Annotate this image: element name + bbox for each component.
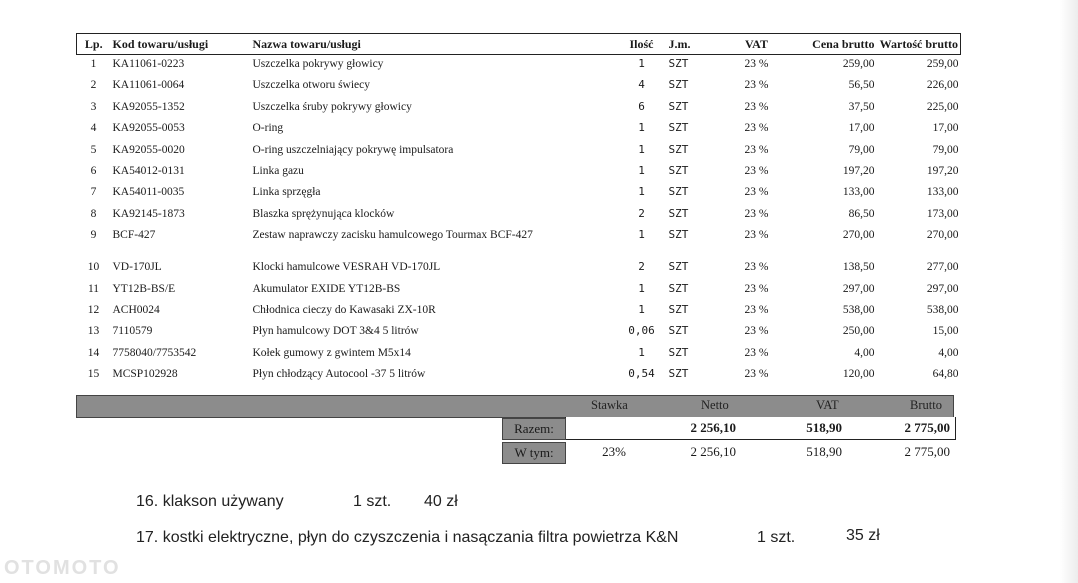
row-lp: 1	[90, 58, 97, 70]
row-vat: 23 %	[744, 164, 769, 177]
row-lp: 7	[90, 186, 97, 199]
table-row	[77, 205, 961, 226]
row-value: 15,00	[932, 325, 959, 338]
row-price: 17,00	[848, 122, 875, 135]
row-name: Uszczelka śruby pokrywy głowicy	[252, 100, 412, 113]
row-lp: 6	[90, 164, 97, 177]
note-item-16: 16. klakson używany	[136, 493, 284, 510]
row-lp: 2	[90, 79, 97, 92]
row-lp: 9	[90, 229, 97, 242]
row-lp: 13	[87, 325, 100, 338]
row-qty: 1	[638, 57, 645, 70]
table-row	[77, 183, 961, 204]
row-code: KA92145-1873	[112, 207, 185, 220]
row-vat: 23 %	[744, 261, 769, 274]
row-value: 277,00	[926, 261, 959, 274]
row-lp: 8	[90, 207, 97, 220]
note-qty-17: 1 szt.	[757, 529, 796, 546]
row-qty: 1	[638, 163, 645, 177]
table-row	[77, 76, 961, 97]
summary-total-net: 2 256,10	[690, 420, 736, 435]
note-price-17: 35 zł	[846, 527, 880, 544]
row-qty: 1	[638, 302, 645, 316]
row-vat: 23 %	[744, 368, 769, 381]
row-name: Płyn chłodzący Autocool -37 5 litrów	[252, 368, 426, 381]
summary-header-vat: VAT	[816, 398, 839, 412]
scan-artifact	[985, 68, 1045, 98]
summary-total-vat: 518,90	[806, 420, 842, 435]
summary-header-rate: Stawka	[591, 398, 628, 412]
header-unit: J.m.	[667, 34, 723, 55]
row-unit: SZT	[668, 260, 689, 274]
row-lp: 4	[90, 122, 97, 135]
row-price: 133,00	[842, 186, 875, 199]
summary-of-which-vat: 518,90	[806, 444, 842, 459]
row-vat: 23 %	[744, 282, 769, 295]
row-code: KA92055-0020	[112, 143, 185, 156]
row-vat: 23 %	[744, 303, 769, 316]
row-name: Zestaw naprawczy zacisku hamulcowego Tourmax BCF-427	[252, 229, 533, 242]
row-qty: 1	[638, 228, 645, 242]
row-price: 120,00	[842, 368, 875, 381]
row-name: Akumulator EXIDE YT12B-BS	[252, 282, 401, 295]
row-price: 56,50	[848, 79, 875, 92]
row-name: Płyn hamulcowy DOT 3&4 5 litrów	[252, 325, 419, 338]
note-qty-16: 1 szt.	[353, 493, 392, 510]
row-name: Uszczelka pokrywy głowicy	[252, 58, 384, 70]
row-qty: 0,06	[628, 324, 655, 338]
row-qty: 2	[638, 260, 645, 274]
row-code: MCSP102928	[112, 368, 178, 381]
row-qty: 1	[638, 185, 645, 199]
table-row	[77, 226, 961, 258]
row-qty: 4	[638, 78, 645, 92]
row-price: 270,00	[842, 229, 875, 242]
row-value: 297,00	[926, 282, 959, 295]
otomoto-watermark: OTOMOTO	[4, 557, 121, 579]
summary-header-net: Netto	[701, 398, 729, 412]
header-code: Kod towaru/usługi	[111, 34, 251, 55]
row-price: 250,00	[842, 325, 875, 338]
header-name: Nazwa towaru/usługi	[251, 34, 617, 55]
header-value: Wartość brutto	[877, 34, 961, 55]
row-name: Klocki hamulcowe VESRAH VD-170JL	[252, 261, 441, 274]
row-value: 270,00	[926, 229, 959, 242]
table-row	[77, 258, 961, 279]
row-lp: 15	[87, 368, 100, 381]
row-unit: SZT	[668, 185, 689, 199]
row-price: 197,20	[842, 164, 875, 177]
summary-of-which-net: 2 256,10	[690, 444, 736, 459]
note-price-16: 40 zł	[424, 493, 458, 510]
row-vat: 23 %	[744, 346, 769, 359]
row-price: 37,50	[848, 100, 875, 113]
summary-of-which-gross: 2 775,00	[904, 444, 950, 459]
table-row	[77, 98, 961, 119]
row-code: ACH0024	[112, 303, 160, 316]
row-unit: SZT	[668, 302, 689, 316]
row-name: Chłodnica cieczy do Kawasaki ZX-10R	[252, 303, 436, 316]
row-qty: 1	[638, 121, 645, 135]
row-unit: SZT	[668, 121, 689, 135]
row-name: Kołek gumowy z gwintem M5x14	[252, 346, 411, 359]
row-qty: 1	[638, 142, 645, 156]
row-price: 297,00	[842, 282, 875, 295]
row-vat: 23 %	[744, 207, 769, 220]
row-code: 7110579	[112, 325, 153, 338]
row-price: 4,00	[854, 346, 875, 359]
row-value: 17,00	[932, 122, 959, 135]
row-unit: SZT	[668, 281, 689, 295]
row-vat: 23 %	[744, 58, 769, 70]
row-value: 225,00	[926, 100, 959, 113]
row-vat: 23 %	[744, 143, 769, 156]
row-code: BCF-427	[112, 229, 156, 242]
row-code: 7758040/7753542	[112, 346, 197, 359]
row-vat: 23 %	[744, 325, 769, 338]
summary-header-gross: Brutto	[910, 398, 942, 412]
row-code: KA54012-0131	[112, 164, 185, 177]
header-vat: VAT	[723, 34, 791, 55]
row-value: 259,00	[926, 58, 959, 70]
header-lp: Lp.	[77, 34, 111, 55]
summary-of-which-label: W tym:	[502, 442, 566, 464]
row-unit: SZT	[668, 367, 689, 381]
summary-of-which-rate: 23%	[602, 444, 626, 459]
row-vat: 23 %	[744, 122, 769, 135]
row-value: 226,00	[926, 79, 959, 92]
row-lp: 3	[90, 100, 97, 113]
row-code: VD-170JL	[112, 261, 162, 274]
row-name: Blaszka sprężynująca klocków	[252, 207, 395, 220]
summary-total-gross: 2 775,00	[904, 420, 950, 435]
row-unit: SZT	[668, 228, 689, 242]
table-row	[77, 280, 961, 301]
row-unit: SZT	[668, 57, 689, 70]
row-unit: SZT	[668, 99, 689, 113]
row-lp: 10	[87, 261, 100, 274]
row-price: 138,50	[842, 261, 875, 274]
row-name: Linka sprzęgła	[252, 186, 321, 199]
row-unit: SZT	[668, 163, 689, 177]
table-row	[77, 162, 961, 183]
row-value: 79,00	[932, 143, 959, 156]
row-unit: SZT	[668, 142, 689, 156]
table-row	[77, 301, 961, 322]
row-code: KA92055-0053	[112, 122, 185, 135]
row-value: 173,00	[926, 207, 959, 220]
row-vat: 23 %	[744, 229, 769, 242]
row-code: KA11061-0064	[112, 79, 185, 92]
row-code: KA11061-0223	[112, 58, 185, 70]
row-lp: 14	[87, 346, 100, 359]
row-qty: 1	[638, 281, 645, 295]
row-value: 133,00	[926, 186, 959, 199]
note-item-17: 17. kostki elektryczne, płyn do czyszczenia i nasączania filtra powietrza K&N	[136, 529, 679, 546]
invoice-items-table	[76, 33, 961, 386]
row-value: 4,00	[938, 346, 959, 359]
table-row	[77, 365, 961, 386]
table-row	[77, 141, 961, 162]
row-unit: SZT	[668, 324, 689, 338]
table-header-row	[77, 34, 961, 55]
row-lp: 12	[87, 303, 100, 316]
header-price: Cena brutto	[791, 34, 877, 55]
row-name: O-ring uszczelniający pokrywę impulsatora	[252, 143, 454, 156]
row-name: Linka gazu	[252, 164, 304, 177]
row-name: Uszczelka otworu świecy	[252, 79, 371, 92]
row-value: 64,80	[932, 368, 959, 381]
row-qty: 6	[638, 99, 645, 113]
table-row	[77, 322, 961, 343]
row-price: 79,00	[848, 143, 875, 156]
row-value: 538,00	[926, 303, 959, 316]
table-row	[77, 119, 961, 140]
row-price: 86,50	[848, 207, 875, 220]
row-qty: 2	[638, 206, 645, 220]
scan-edge-shadow	[1060, 0, 1078, 583]
row-unit: SZT	[668, 345, 689, 359]
header-qty: Ilość	[617, 34, 667, 55]
row-lp: 5	[90, 143, 97, 156]
row-vat: 23 %	[744, 79, 769, 92]
row-unit: SZT	[668, 206, 689, 220]
row-lp: 11	[87, 282, 100, 295]
row-unit: SZT	[668, 78, 689, 92]
row-qty: 0,54	[628, 367, 655, 381]
row-code: KA92055-1352	[112, 100, 185, 113]
table-row	[77, 344, 961, 365]
row-price: 538,00	[842, 303, 875, 316]
table-row	[77, 55, 961, 77]
row-price: 259,00	[842, 58, 875, 70]
row-vat: 23 %	[744, 100, 769, 113]
row-vat: 23 %	[744, 186, 769, 199]
row-name: O-ring	[252, 122, 284, 135]
summary-total-label: Razem:	[502, 418, 566, 440]
row-code: KA54011-0035	[112, 186, 185, 199]
row-qty: 1	[638, 345, 645, 359]
row-value: 197,20	[926, 164, 959, 177]
row-code: YT12B-BS/E	[112, 282, 176, 295]
